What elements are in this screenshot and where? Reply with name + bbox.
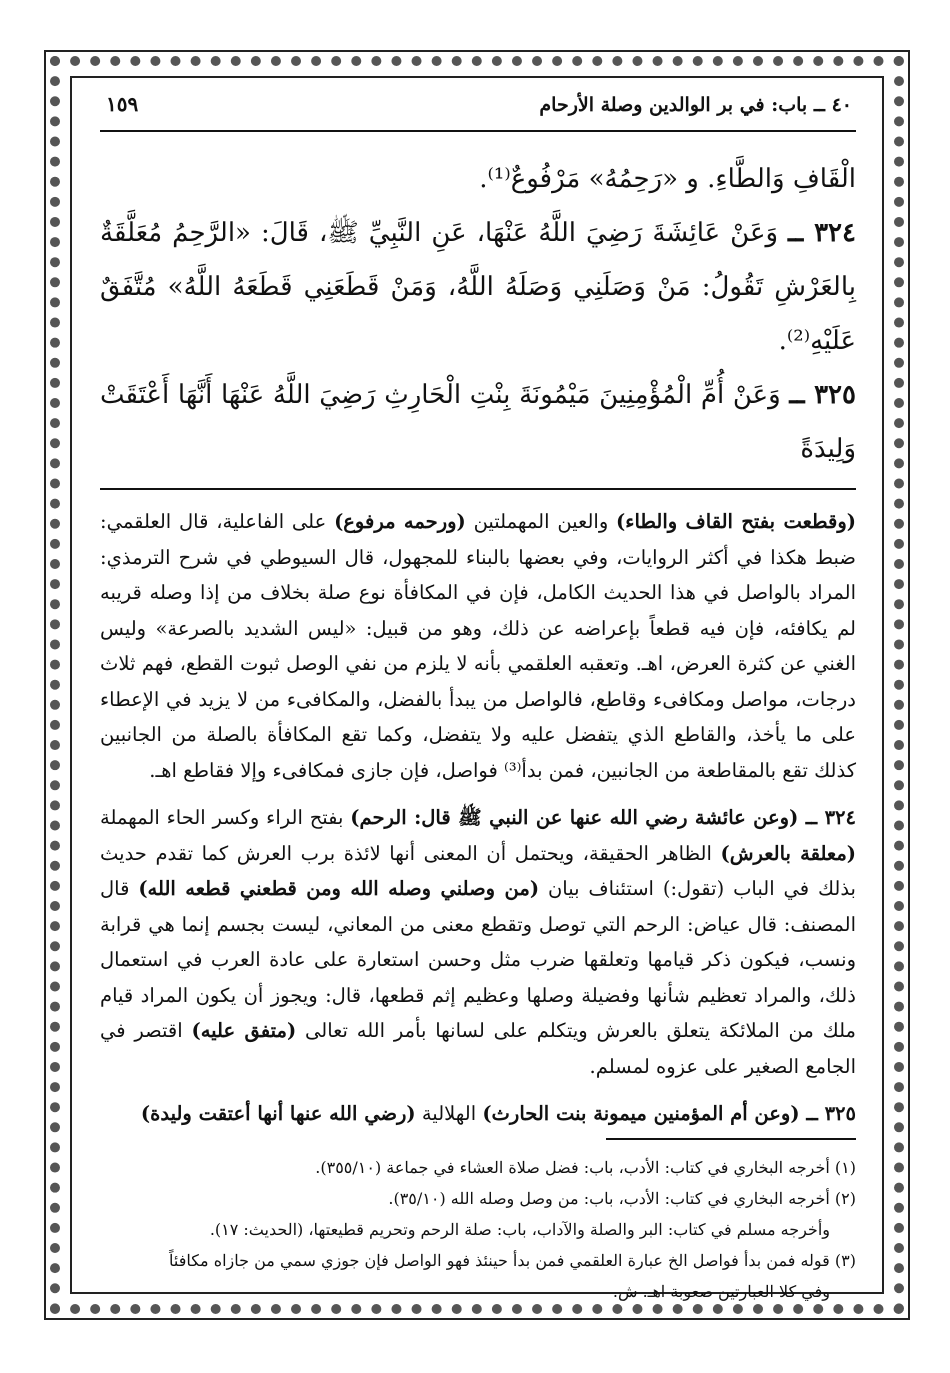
commentary-text: اقتصر في الجامع الصغير على عزوه لمسلم. xyxy=(100,1019,856,1078)
commentary-text: والعين المهملتين xyxy=(465,510,617,533)
page-header xyxy=(100,82,856,132)
commentary-paragraph-3 xyxy=(100,1096,856,1132)
commentary-lemma: (من وصلني وصله الله ومن قطعني قطعه الله) xyxy=(138,877,540,900)
footnotes xyxy=(100,1152,856,1307)
page-content xyxy=(100,82,856,1307)
commentary-paragraph-2 xyxy=(100,800,856,1084)
hadith-number-324: ٣٢٤ ــ xyxy=(788,218,856,248)
hadith-continuation: الْقَافِ وَالطَّاءِ. و «رَحِمُهُ» مَرْفُوعٌ⁽¹⁾. xyxy=(479,164,856,194)
commentary-lemma: (معلقة بالعرش) xyxy=(720,841,856,865)
commentary-text: الهلالية xyxy=(415,1102,483,1125)
commentary-paragraph-1 xyxy=(100,504,856,788)
footnote-divider xyxy=(606,1138,856,1140)
hadith-324 xyxy=(100,206,856,368)
commentary-lemma: (ورحمه مرفوع) xyxy=(334,510,466,533)
hadith-text xyxy=(100,152,856,476)
commentary-lemma: (رضي الله عنها أنها أعتقت وليدة) xyxy=(140,1102,416,1125)
commentary-text: قال المصنف: قال عياض: الرحم التي توصل وتقطع معنى من المعاني، ليست بجسم إنما هي قرابة ونسب، فيكون ذكر قيامها وتعلقها ضرب مثل وحسن استعارة على عادة العرب في استعمال ذلك، والمراد تعظيم شأنها وفضيلة وصلها وعظيم إثم قطعها، قال: ويجوز أن يكون المراد قيام ملك من الملائكة يتعلق بالعرش ويتكلم على لسانها بأمر الله تعالى xyxy=(100,877,856,1042)
footnote-2: (٢) أخرجه البخاري في كتاب: الأدب، باب: من وصل وصله الله (٣٥/١٠). xyxy=(388,1188,856,1208)
commentary xyxy=(100,504,856,1132)
commentary-text: على الفاعلية، قال العلقمي: ضبط هكذا في أكثر الروايات، وفي بعضها بالبناء للمجهول، قال السيوطي في شرح الترمذي: المراد بالواصل في هذا الحديث الكامل، فإن في المكافأة نوع صلة بخلاف من إذا وصله قريبه لم يكافئه، فإن فيه قطعاً بإعراضه عن ذلك، وهو من قبيل: «ليس الشديد بالصرعة» وليس الغني عن كثرة العرض، اهـ. وتعقبه العلقمي بأنه لا يلزم من نفي الوصل ثبوت القطع، فهم ثلاث درجات، مواصل ومكافىء وقاطع، فالواصل من يبدأ بالفضل، والمكافىء من لا يزيد في الإعطاء على ما يأخذ، والقاطع الذي يتفضل عليه ولا يتفضل، وكما تقع المكافأة بالصلة من الجانبين كذلك تقع بالمقاطعة من الجانبين، فمن بدأ⁽³⁾ فواصل، فإن جازى فمكافىء وإلا فقاطع اهـ. xyxy=(100,510,856,782)
page-number: ١٥٩ xyxy=(106,92,139,116)
commentary-text: (تقول:) xyxy=(662,877,725,900)
commentary-text: بفتح الراء وكسر الحاء المهملة xyxy=(100,806,351,829)
commentary-text: الظاهر الحقيقة، ويحتمل أن المعنى أنها لائذة برب العرش كما تقدم حديث بذلك في الباب xyxy=(100,841,856,900)
commentary-number: ٣٢٤ ــ xyxy=(798,806,856,829)
commentary-lemma: (متفق عليه) xyxy=(191,1019,297,1042)
commentary-lemma: (وعن عائشة رضي الله عنها عن النبي ﷺ قال: الرحم) xyxy=(350,806,799,829)
footnote-1: (١) أخرجه البخاري في كتاب: الأدب، باب: فضل صلاة العشاء في جماعة (٣٥٥/١٠). xyxy=(315,1157,856,1177)
commentary-lemma: (وقطعت بفتح القاف والطاء) xyxy=(616,510,856,533)
hadith-325-text: وَعَنْ أُمِّ الْمُؤْمِنِينَ مَيْمُونَةَ بِنْتِ الْحَارِثِ رَضِيَ اللَّهُ عَنْهَا أَنَّهَا أَعْتَقَتْ وَلِيدَةً xyxy=(100,380,856,464)
text-divider xyxy=(100,488,856,490)
hadith-number-325: ٣٢٥ ــ xyxy=(789,380,856,410)
footnote-2-continued: وأخرجه مسلم في كتاب: البر والصلة والآداب، باب: صلة الرحم وتحريم قطيعتها، (الحديث: ١٧). xyxy=(209,1219,830,1239)
hadith-325 xyxy=(100,368,856,476)
footnote-3-continued: وفي كلا العبارتين صعوبة اهـ. ش. xyxy=(612,1281,830,1301)
commentary-number: ٣٢٥ ــ xyxy=(799,1102,856,1125)
chapter-title: ٤٠ ــ باب: في بر الوالدين وصلة الأرحام xyxy=(539,94,852,116)
commentary-lemma: (وعن أم المؤمنين ميمونة بنت الحارث) xyxy=(482,1102,800,1125)
footnote-3: (٣) قوله فمن بدأ فواصل الخ عبارة العلقمي فمن بدأ حينئذ فهو الواصل فإن جوزي سمي من جازاه مكافئاً xyxy=(168,1250,856,1270)
hadith-324-text: وَعَنْ عَائِشَةَ رَضِيَ اللَّهُ عَنْهَا، عَنِ النَّبِيِّ ﷺ، قَالَ: «الرَّحِمُ مُعَلَّقَةٌ بِالعَرْشِ تَقُولُ: مَنْ وَصَلَنِي وَصَلَهُ اللَّهُ، وَمَنْ قَطَعَنِي قَطَعَهُ اللَّهُ» مُتَّفَقٌ عَلَيْهِ⁽²⁾. xyxy=(100,218,856,356)
commentary-text: استئناف بيان xyxy=(539,877,663,900)
